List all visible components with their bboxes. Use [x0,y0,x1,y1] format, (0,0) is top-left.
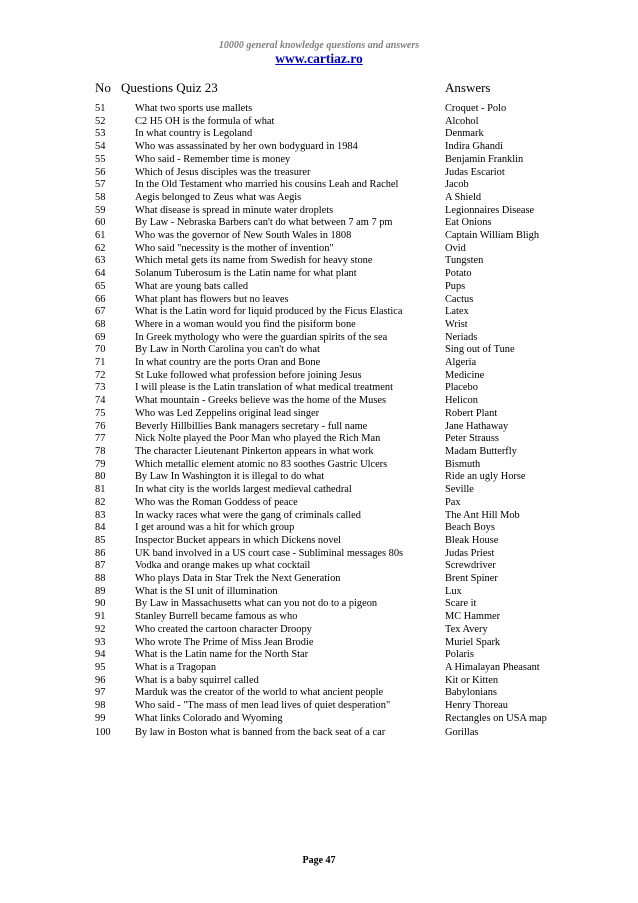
question-text: What plant has flowers but no leaves [135,293,289,305]
table-row [95,332,565,345]
question-number: 78 [95,445,106,457]
question-number: 73 [95,382,106,394]
table-row [95,382,565,395]
question-text: What disease is spread in minute water droplets [135,204,334,216]
question-text: Who was Led Zeppelins original lead singer [135,407,320,419]
table-row [95,522,565,535]
question-number: 67 [95,306,106,318]
answer-text: Polaris [445,649,474,661]
answer-text: Benjamin Franklin [445,153,524,165]
question-text: In what city is the worlds largest medieval cathedral [135,484,352,496]
question-text: By Law - Nebraska Barbers can't do what between 7 am 7 pm [135,217,393,229]
table-row [95,154,565,167]
table-row [95,700,565,713]
answer-text: Scare it [445,598,477,610]
question-text: Who was the governor of New South Wales in 1808 [135,230,352,242]
answer-text: Sing out of Tune [445,344,515,356]
table-row [95,230,565,243]
table-row [95,141,565,154]
question-text: In what country are the ports Oran and Bone [135,357,321,369]
answer-text: Bleak House [445,534,499,546]
table-row [95,357,565,370]
answer-text: Tungsten [445,255,484,267]
question-number: 77 [95,433,106,445]
question-number: 89 [95,585,106,597]
question-number: 91 [95,611,106,623]
question-text: Who was assassinated by her own bodyguard in 1984 [135,141,358,153]
question-text: Beverly Hillbillies Bank managers secretary - full name [135,420,368,432]
question-number: 61 [95,230,106,242]
table-row [95,713,565,726]
answer-text: Brent Spiner [445,573,498,585]
question-number: 82 [95,496,106,508]
website-link[interactable]: www.cartiaz.ro [275,51,363,66]
question-text: Vodka and orange makes up what cocktail [135,560,311,572]
question-number: 88 [95,573,106,585]
question-number: 66 [95,293,106,305]
answer-text: Jane Hathaway [445,420,509,432]
table-row [95,319,565,332]
question-text: Where in a woman would you find the pisiform bone [135,318,356,330]
question-number: 53 [95,128,106,140]
question-number: 86 [95,547,106,559]
question-number: 96 [95,674,106,686]
answer-text: Jacob [445,179,469,191]
question-text: By Law in Massachusetts what can you not do to a pigeon [135,598,378,610]
answer-text: Captain William Bligh [445,230,540,242]
answer-text: MC Hammer [445,611,501,623]
table-row [95,281,565,294]
question-number: 87 [95,560,106,572]
answer-text: Henry Thoreau [445,700,508,712]
question-number: 71 [95,357,106,369]
answer-text: Screwdriver [445,560,496,572]
question-number: 85 [95,534,106,546]
answer-text: Potato [445,268,472,280]
table-row [95,484,565,497]
question-text: In the Old Testament who married his cousins Leah and Rachel [135,179,399,191]
table-row [95,408,565,421]
answer-text: Medicine [445,369,485,381]
question-text: Which metal gets its name from Swedish for heavy stone [135,255,373,267]
question-number: 81 [95,484,106,496]
question-number: 69 [95,331,106,343]
question-text: In Greek mythology who were the guardian spirits of the sea [135,331,388,343]
question-text: By Law In Washington it is illegal to do what [135,471,325,483]
table-row [95,192,565,205]
question-number: 51 [95,103,106,114]
table-row [95,598,565,611]
table-row [95,675,565,688]
table-row [95,637,565,650]
question-number: 68 [95,318,106,330]
question-text: What mountain - Greeks believe was the home of the Muses [135,395,387,407]
answer-text: Peter Strauss [445,433,499,445]
table-row [95,624,565,637]
table-row [95,727,565,740]
question-number: 54 [95,141,106,153]
question-number: 74 [95,395,106,407]
answer-text: Judas Priest [445,547,495,559]
question-number: 94 [95,649,106,661]
column-header-no: No [95,80,111,95]
answer-text: Lux [445,585,462,597]
question-number: 95 [95,661,106,673]
question-text: By law in Boston what is banned from the back seat of a car [135,727,386,739]
question-text: In what country is Legoland [135,128,253,140]
question-text: Solanum Tuberosum is the Latin name for what plant [135,268,357,280]
question-text: Who plays Data in Star Trek the Next Generation [135,573,341,585]
answer-text: Pups [445,280,466,292]
answer-text: Madam Butterfly [445,445,517,457]
question-text: What is the Latin name for the North Star [135,649,309,661]
table-row [95,370,565,383]
answer-text: Ride an ugly Horse [445,471,526,483]
answer-text: Ovid [445,242,466,254]
answer-text: Judas Escariot [445,166,505,178]
table-row [95,560,565,573]
answer-text: Cactus [445,293,474,305]
question-text: Which metallic element atomic no 83 soothes Gastric Ulcers [135,458,388,470]
question-number: 98 [95,700,106,712]
question-text: I get around was a hit for which group [135,522,295,534]
table-row [95,268,565,281]
answer-text: Seville [445,484,474,496]
question-number: 79 [95,458,106,470]
table-row [95,548,565,561]
table-row [95,243,565,256]
table-row [95,446,565,459]
question-number: 70 [95,344,106,356]
question-number: 90 [95,598,106,610]
answer-text: Helicon [445,395,478,407]
question-number: 58 [95,191,106,203]
question-number: 92 [95,623,106,635]
table-row [95,103,565,116]
column-header-answers: Answers [445,80,491,95]
question-number: 64 [95,268,106,280]
question-list [95,103,565,740]
answer-text: The Ant Hill Mob [445,509,520,521]
answer-text: A Shield [445,191,482,203]
answer-text: Latex [445,306,469,318]
question-number: 52 [95,115,106,127]
table-row [95,306,565,319]
table-row [95,217,565,230]
table-row [95,662,565,675]
question-text: Who said "necessity is the mother of invention" [135,242,334,254]
question-number: 56 [95,166,106,178]
question-text: What is the SI unit of illumination [135,585,278,597]
question-text: Marduk was the creator of the world to what ancient people [135,687,384,699]
table-row [95,128,565,141]
table-row [95,255,565,268]
table-row [95,510,565,523]
column-header-questions: Questions Quiz 23 [121,80,218,95]
table-row [95,395,565,408]
question-number: 62 [95,242,106,254]
answer-text: Beach Boys [445,522,495,534]
answer-text: Alcohol [445,115,479,127]
table-row [95,471,565,484]
question-text: In wacky races what were the gang of criminals called [135,509,361,521]
table-row [95,116,565,129]
answer-text: Indira Ghandi [445,141,503,153]
answer-text: Rectangles on USA map [445,712,547,724]
question-number: 100 [95,727,111,739]
question-number: 97 [95,687,106,699]
answer-text: Wrist [445,318,468,330]
question-text: C2 H5 OH is the formula of what [135,115,275,127]
question-text: By Law in North Carolina you can't do what [135,344,320,356]
question-text: Who said - "The mass of men lead lives of quiet desperation" [135,700,391,712]
table-row [95,535,565,548]
question-number: 60 [95,217,106,229]
answer-text: Legionnaires Disease [445,204,535,216]
question-number: 59 [95,204,106,216]
answer-text: Denmark [445,128,484,140]
question-text: St Luke followed what profession before joining Jesus [135,369,362,381]
question-number: 84 [95,522,106,534]
answer-text: Neriads [445,331,478,343]
question-number: 80 [95,471,106,483]
question-number: 75 [95,407,106,419]
answer-text: Kit or Kitten [445,674,499,686]
question-number: 99 [95,712,106,724]
answer-text: Placebo [445,382,478,394]
answer-text: Robert Plant [445,407,498,419]
question-number: 83 [95,509,106,521]
question-text: Who wrote The Prime of Miss Jean Brodie [135,636,314,648]
table-row [95,294,565,307]
table-row [95,611,565,624]
answer-text: Pax [445,496,461,508]
answer-text: A Himalayan Pheasant [445,661,540,673]
question-text: What is the Latin word for liquid produced by the Ficus Elastica [135,306,403,318]
question-text: Inspector Bucket appears in which Dickens novel [135,534,342,546]
question-text: Which of Jesus disciples was the treasurer [135,166,311,178]
question-text: What is a baby squirrel called [135,674,259,686]
table-row [95,497,565,510]
question-number: 72 [95,369,106,381]
table-row [95,687,565,700]
table-row [95,344,565,357]
question-text: What two sports use mallets [135,103,253,114]
question-number: 63 [95,255,106,267]
question-text: Who said - Remember time is money [135,153,291,165]
question-number: 76 [95,420,106,432]
answer-text: Babylonians [445,687,497,699]
question-text: The character Lieutenant Pinkerton appears in what work [135,445,374,457]
table-row [95,179,565,192]
page-number: Page 47 [302,855,336,866]
answer-text: Tex Avery [445,623,488,635]
table-row [95,421,565,434]
answer-text: Bismuth [445,458,481,470]
table-row [95,433,565,446]
document-subtitle: 10000 general knowledge questions and answers [218,40,420,51]
table-row [95,167,565,180]
question-text: I will please is the Latin translation of what medical treatment [135,382,393,394]
question-number: 55 [95,153,106,165]
question-number: 93 [95,636,106,648]
question-text: UK band involved in a US court case - Subliminal messages 80s [135,547,404,559]
question-text: Who created the cartoon character Droopy [135,623,312,635]
answer-text: Croquet - Polo [445,103,507,114]
question-text: Who was the Roman Goddess of peace [135,496,298,508]
question-text: Nick Nolte played the Poor Man who played the Rich Man [135,433,381,445]
table-row [95,205,565,218]
table-row [95,459,565,472]
answer-text: Algeria [445,357,477,369]
question-number: 65 [95,280,106,292]
answer-text: Muriel Spark [445,636,501,648]
answer-text: Eat Onions [445,217,492,229]
question-text: What is a Tragopan [135,661,217,673]
question-text: What links Colorado and Wyoming [135,712,283,724]
table-row [95,586,565,599]
question-number: 57 [95,179,106,191]
question-text: Aegis belonged to Zeus what was Aegis [135,191,302,203]
table-row [95,649,565,662]
table-row [95,573,565,586]
question-text: Stanley Burrell became famous as who [135,611,298,623]
question-text: What are young bats called [135,280,249,292]
answer-text: Gorillas [445,727,479,739]
